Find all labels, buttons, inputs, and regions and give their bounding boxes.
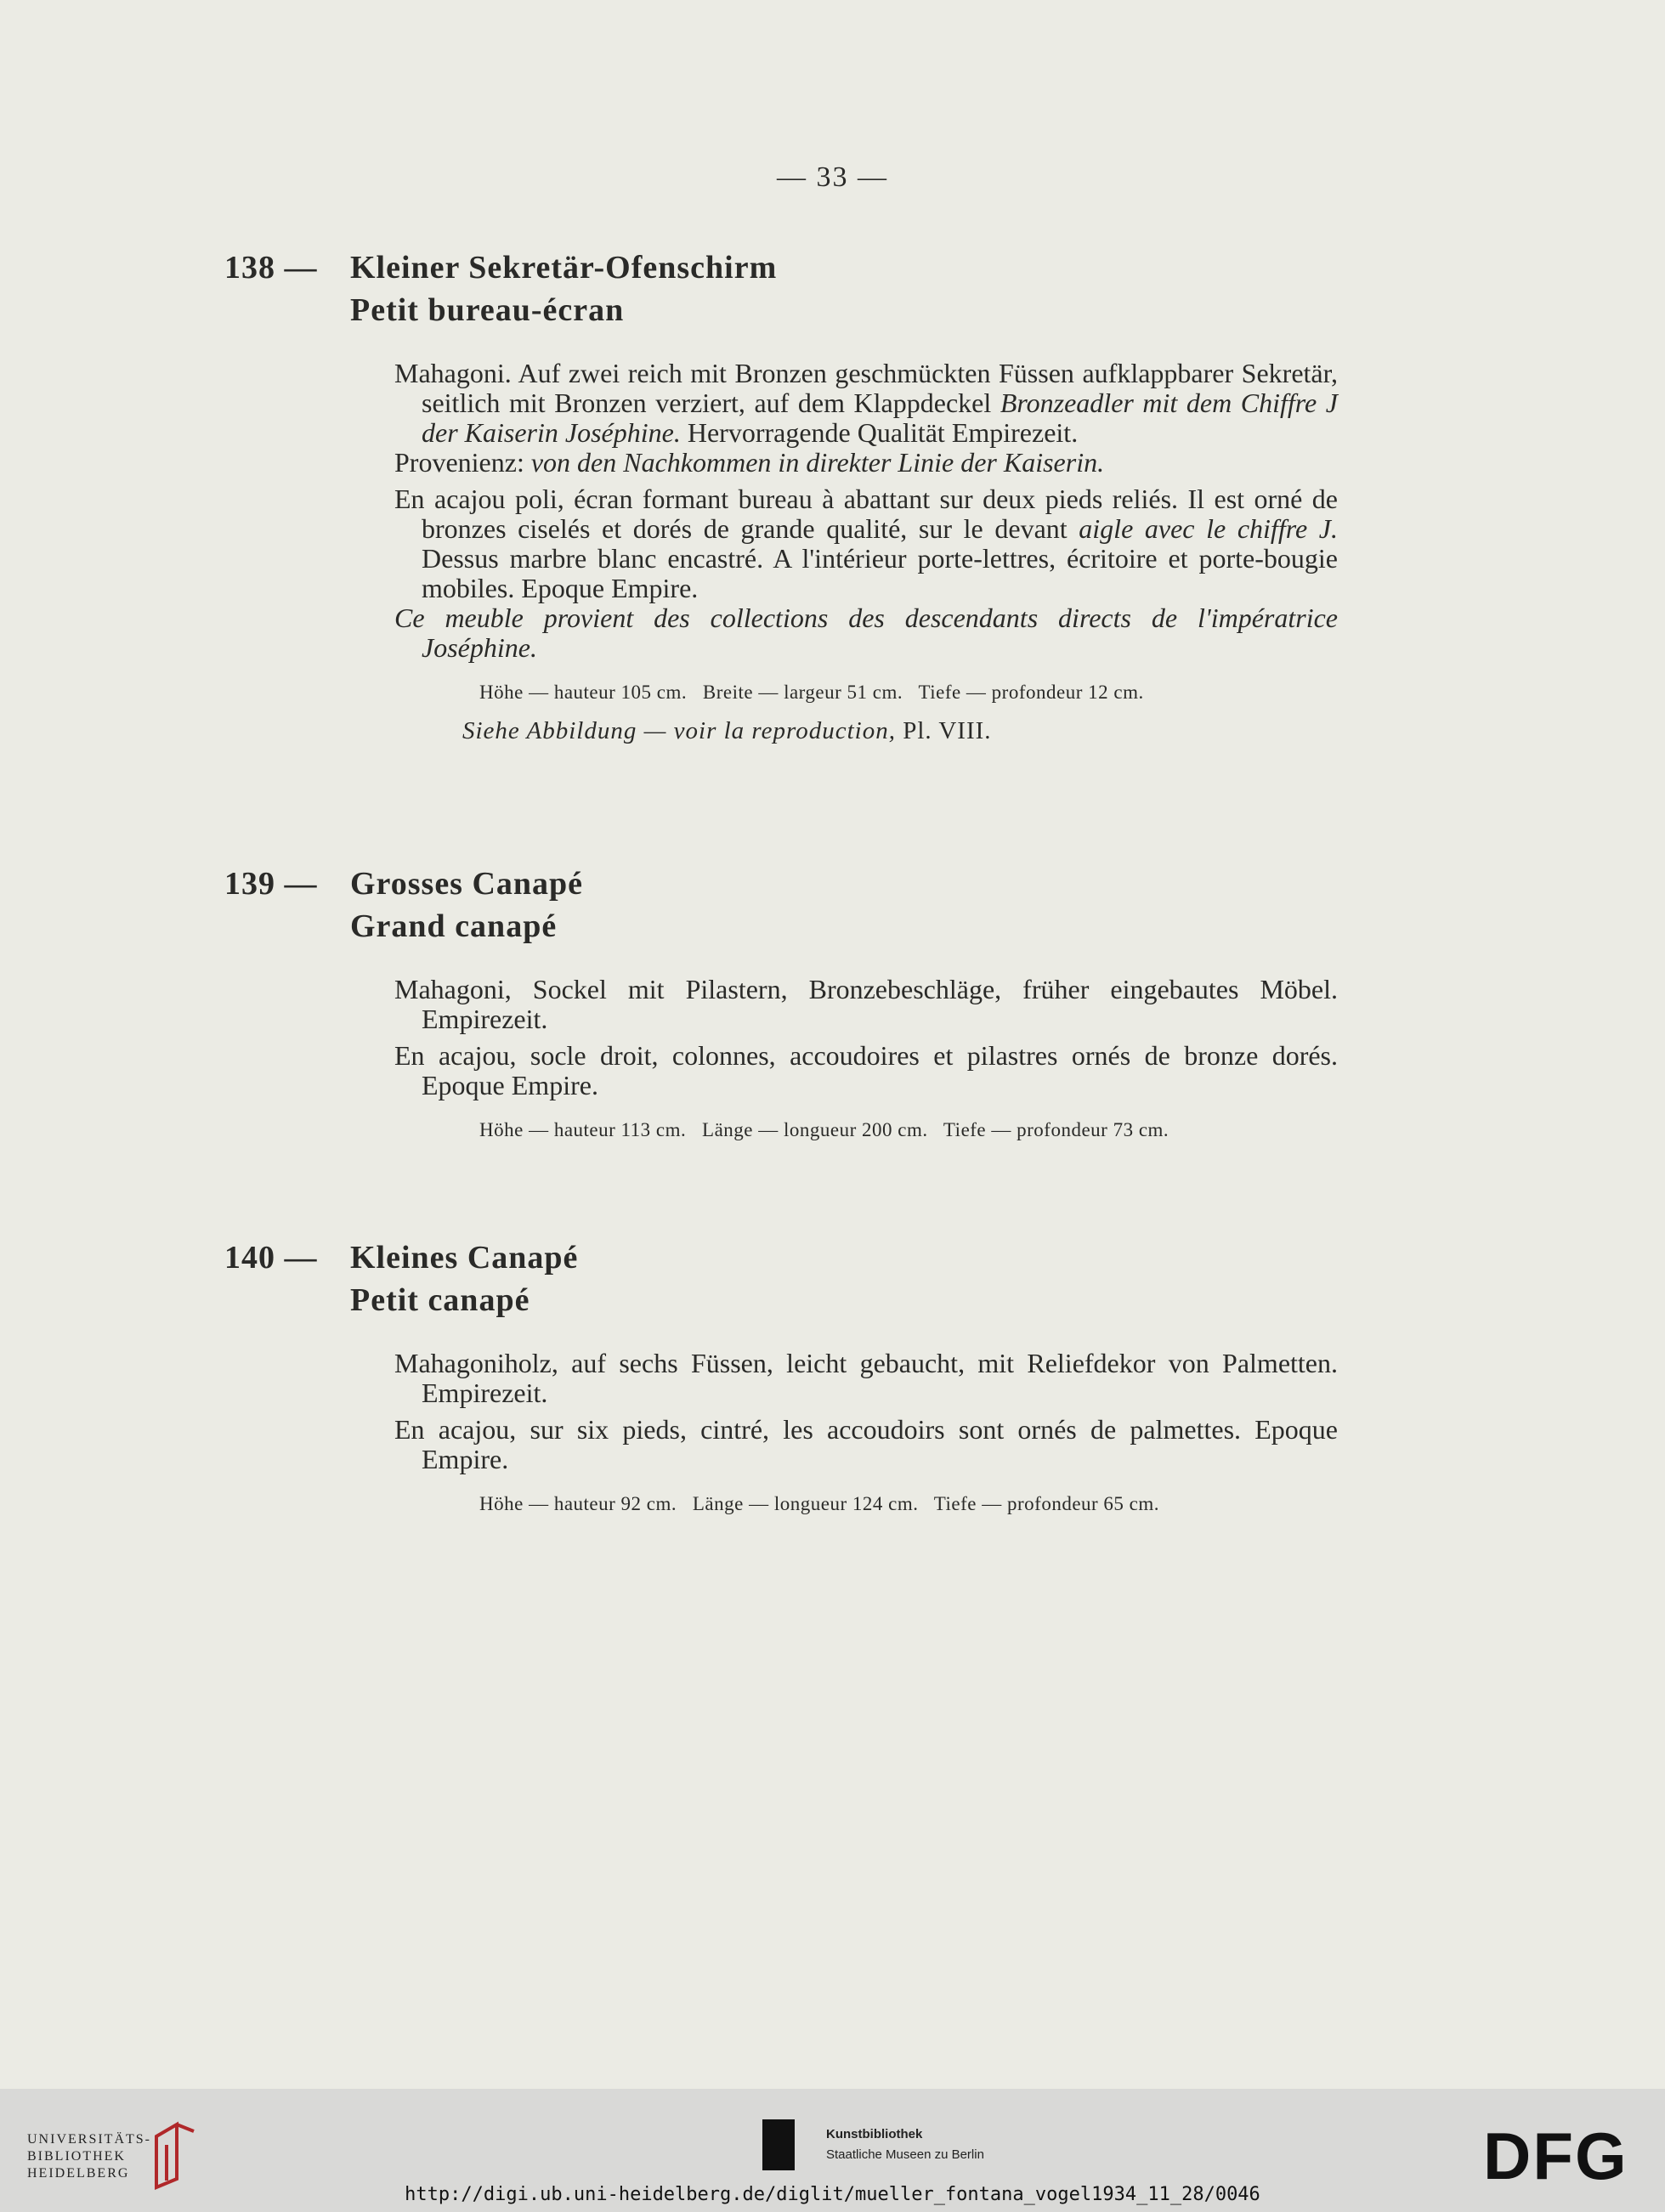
university-library-label: UNIVERSITÄTS- BIBLIOTHEK HEIDELBERG bbox=[27, 2132, 151, 2181]
kunstbibliothek-label: Kunstbibliothek Staatliche Museen zu Berlin bbox=[826, 2127, 984, 2162]
description-de: Mahagoni. Auf zwei reich mit Bronzen geschmückten Füssen aufklappbarer Sekretär, seitlich mit Bronzen verziert, auf dem Klappdeckel Bronzeadler mit dem Chiffre J der Kaiserin Joséphine. Hervorragende Qualität Empirezeit. bbox=[394, 358, 1339, 448]
provenance-fr: Ce meuble provient des collections des descendants directs de l'impératrice Joséphine. bbox=[394, 603, 1338, 663]
source-url[interactable]: http://digi.ub.uni-heidelberg.de/diglit/mueller_fontana_vogel1934_11_28/0046 bbox=[405, 2184, 1260, 2205]
lot-entry-139 bbox=[224, 863, 1338, 1143]
lot-title-fr: Grand canapé bbox=[350, 908, 558, 944]
plate-reference: Siehe Abbildung — voir la reproduction, Pl. VIII. bbox=[462, 717, 992, 744]
description-fr: En acajou poli, écran formant bureau à abattant sur deux pieds reliés. Il est orné de bronzes ciselés et dorés de grande qualité, sur le devant aigle avec le chiffre J. Dessus marbre blanc encastré. A l'intérieur porte-lettres, écritoire et porte-bougie mobiles. Epoque Empire. bbox=[394, 484, 1339, 603]
dimensions: Höhe — hauteur 92 cm. Länge — longueur 124 cm. Tiefe — profondeur 65 cm. bbox=[479, 1493, 1160, 1514]
lot-entry-138 bbox=[224, 246, 1338, 745]
dimensions: Höhe — hauteur 113 cm. Länge — longueur 200 cm. Tiefe — profondeur 73 cm. bbox=[479, 1119, 1169, 1140]
lot-entry-140 bbox=[224, 1236, 1338, 1517]
lot-number: 139 — bbox=[224, 866, 318, 902]
digitization-footer bbox=[0, 2089, 1665, 2212]
lot-number: 138 — bbox=[224, 250, 318, 286]
dfg-logo: DFG bbox=[1483, 2119, 1628, 2193]
lot-title-de: Kleiner Sekretär-Ofenschirm bbox=[350, 250, 778, 286]
lot-title-de: Kleines Canapé bbox=[350, 1240, 579, 1276]
lot-title-fr: Petit bureau-écran bbox=[350, 292, 625, 328]
description-fr: En acajou, socle droit, colonnes, accoudoires et pilastres ornés de bronze dorés. Epoque Empire. bbox=[394, 1040, 1338, 1100]
provenance-de: Provenienz: von den Nachkommen in direkter Linie der Kaiserin. bbox=[394, 447, 1105, 478]
lot-heading bbox=[224, 863, 1338, 905]
dimensions: Höhe — hauteur 105 cm. Breite — largeur 51 cm. Tiefe — profondeur 12 cm. bbox=[479, 682, 1144, 703]
lot-number: 140 — bbox=[224, 1240, 318, 1276]
lot-title-fr: Petit canapé bbox=[350, 1282, 530, 1318]
description-de: Mahagoniholz, auf sechs Füssen, leicht gebaucht, mit Reliefdekor von Palmetten. Empirezeit. bbox=[394, 1348, 1338, 1408]
kunstbibliothek-logo-icon bbox=[762, 2119, 795, 2170]
lot-heading bbox=[224, 1236, 1338, 1279]
lot-title-de: Grosses Canapé bbox=[350, 866, 584, 902]
description-fr: En acajou, sur six pieds, cintré, les accoudoirs sont ornés de palmettes. Epoque Empire. bbox=[394, 1414, 1338, 1474]
heidelberg-library-logo-icon bbox=[151, 2119, 199, 2191]
lot-heading bbox=[224, 246, 1338, 289]
page-number: — 33 — bbox=[777, 161, 888, 193]
description-de: Mahagoni, Sockel mit Pilastern, Bronzebeschläge, früher eingebautes Möbel. Empirezeit. bbox=[394, 974, 1338, 1034]
